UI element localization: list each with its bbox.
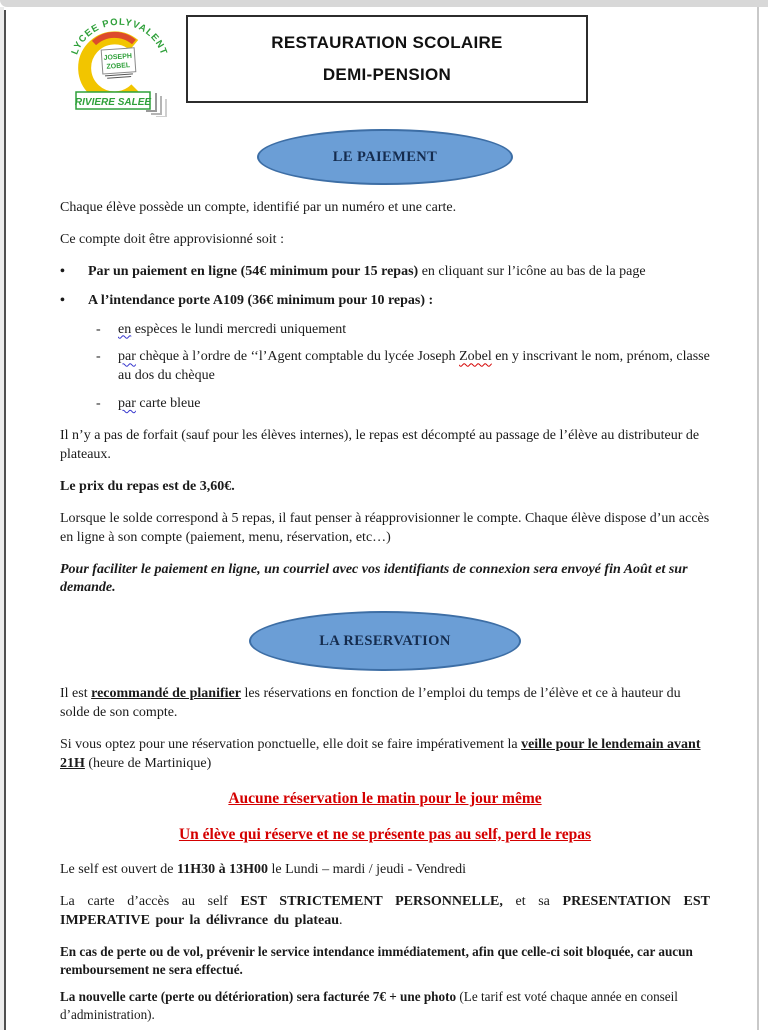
paragraph bbox=[60, 893, 710, 931]
text-run: Pour faciliter le paiement en ligne, un courriel avec vos identifiants de connexion sera envoyé fin Août et sur demande. bbox=[60, 561, 688, 596]
dash-item bbox=[96, 395, 710, 414]
list-item-text bbox=[118, 348, 710, 386]
text-run: en y inscrivant le nom, prénom, classe au dos du chèque bbox=[118, 349, 710, 384]
title-box bbox=[186, 15, 588, 103]
list-item-text bbox=[88, 263, 646, 282]
bullet-item bbox=[60, 292, 710, 311]
text-run: Le prix du repas est de 3,60€. bbox=[60, 478, 235, 494]
text-run: Le self est ouvert de bbox=[60, 861, 178, 877]
section-ellipse-reservation: LA RESERVATION bbox=[249, 611, 521, 671]
text-run: et sa bbox=[502, 893, 563, 909]
logo-book-icon bbox=[101, 48, 136, 79]
text-run: Chaque élève possède un compte, identifié par un numéro et une carte. bbox=[60, 200, 457, 215]
red-notice bbox=[60, 825, 710, 846]
text-run: le Lundi – mardi / jeudi - Vendredi bbox=[268, 861, 467, 877]
text-run: Par un paiement en ligne (54€ minimum pour 15 repas) bbox=[88, 263, 419, 279]
paragraph bbox=[60, 988, 710, 1024]
paragraph bbox=[60, 561, 710, 599]
bullet-marker: • bbox=[60, 263, 65, 279]
list-item-text bbox=[118, 395, 200, 414]
paragraph bbox=[60, 510, 710, 548]
text-run: Il est bbox=[60, 686, 92, 702]
text-run: chèque à l’ordre de ‘‘l’Agent comptable du lycée Joseph bbox=[135, 349, 460, 365]
text-run: les réservations en fonction de l’emploi du temps de l’élève et ce à hauteur du solde de son compte. bbox=[60, 686, 681, 721]
paragraph bbox=[60, 478, 710, 497]
text-run: en bbox=[118, 321, 132, 337]
title-line-2: DEMI-PENSION bbox=[322, 65, 452, 84]
text-run: 11H30 à 13H00 bbox=[177, 861, 269, 877]
logo-book-line1: JOSEPH bbox=[103, 52, 133, 62]
logo-book-line2: ZOBEL bbox=[106, 62, 131, 71]
list-item-text bbox=[118, 321, 346, 340]
paragraph bbox=[60, 861, 710, 880]
text-run: carte bleue bbox=[135, 396, 201, 412]
paragraph bbox=[60, 427, 710, 465]
text-run: La carte d’accès au self bbox=[60, 893, 241, 909]
text-run: La nouvelle carte (perte ou détérioration) sera facturée 7€ + une photo bbox=[60, 989, 460, 1005]
title-line-1: RESTAURATION SCOLAIRE bbox=[271, 33, 503, 52]
dash-marker: - bbox=[96, 349, 101, 365]
text-run: Si vous optez pour une réservation ponctuelle, elle doit se faire impérativement la bbox=[60, 737, 522, 753]
paragraph bbox=[60, 736, 710, 774]
school-logo bbox=[60, 13, 176, 117]
dash-item bbox=[96, 348, 710, 386]
paragraph bbox=[60, 943, 710, 979]
text-run: (Le tarif est voté chaque année en conseil d’administration). bbox=[60, 989, 678, 1022]
text-run: . bbox=[339, 912, 343, 928]
paragraph bbox=[60, 231, 710, 250]
section-ellipse-row bbox=[60, 611, 710, 671]
bullet-item bbox=[60, 263, 710, 282]
text-run: Zobel bbox=[459, 349, 492, 365]
text-run: (heure de Martinique) bbox=[84, 756, 212, 772]
dash-marker: - bbox=[96, 396, 101, 412]
text-run: recommandé de planifier bbox=[91, 686, 241, 702]
document-content bbox=[60, 129, 710, 1024]
text-run: par bbox=[118, 349, 136, 365]
section-ellipse-paiement: LE PAIEMENT bbox=[257, 129, 513, 185]
bullet-marker: • bbox=[60, 292, 65, 308]
paragraph bbox=[60, 685, 710, 723]
text-run: en cliquant sur l’icône au bas de la page bbox=[418, 263, 646, 279]
text-run: En cas de perte ou de vol, prévenir le service intendance immédiatement, afin que celle-ci soit bloquée, car aucun remboursement ne sera effectué. bbox=[60, 944, 693, 978]
logo-arc-text: LYCEE POLYVALENT bbox=[69, 16, 170, 57]
text-run: Un élève qui réserve et ne se présente pas au self, perd le repas bbox=[178, 825, 592, 843]
text-run: veille pour le lendemain avant 21H bbox=[60, 737, 701, 772]
dash-marker: - bbox=[96, 321, 101, 337]
text-run: Aucune réservation le matin pour le jour même bbox=[228, 789, 542, 807]
list-item-text bbox=[88, 292, 433, 311]
text-run: par bbox=[118, 396, 136, 412]
paragraph bbox=[60, 199, 710, 218]
text-run: A l’intendance porte A109 (36€ minimum pour 10 repas) : bbox=[88, 292, 434, 308]
document-header bbox=[60, 13, 710, 117]
text-run: Il n’y a pas de forfait (sauf pour les élèves internes), le repas est décompté au passage de l’élève au distributeur de plateaux. bbox=[60, 428, 700, 463]
logo-banner bbox=[75, 92, 151, 109]
text-run: EST STRICTEMENT PERSONNELLE, bbox=[240, 893, 503, 909]
text-run: Ce compte doit être approvisionné soit : bbox=[60, 231, 284, 247]
logo-banner-text: RIVIERE SALEE bbox=[74, 97, 152, 108]
red-notice bbox=[60, 789, 710, 810]
section-ellipse-row bbox=[60, 129, 710, 185]
text-run: PRESENTATION EST IMPERATIVE pour la délivrance du plateau bbox=[60, 893, 711, 928]
dash-item bbox=[96, 321, 710, 340]
text-run: espèces le lundi mercredi uniquement bbox=[131, 321, 347, 337]
text-run: Lorsque le solde correspond à 5 repas, il faut penser à réapprovisionner le compte. Chaque élève dispose d’un accès en ligne à son compte (paiement, menu, réservation, etc…) bbox=[60, 510, 710, 545]
